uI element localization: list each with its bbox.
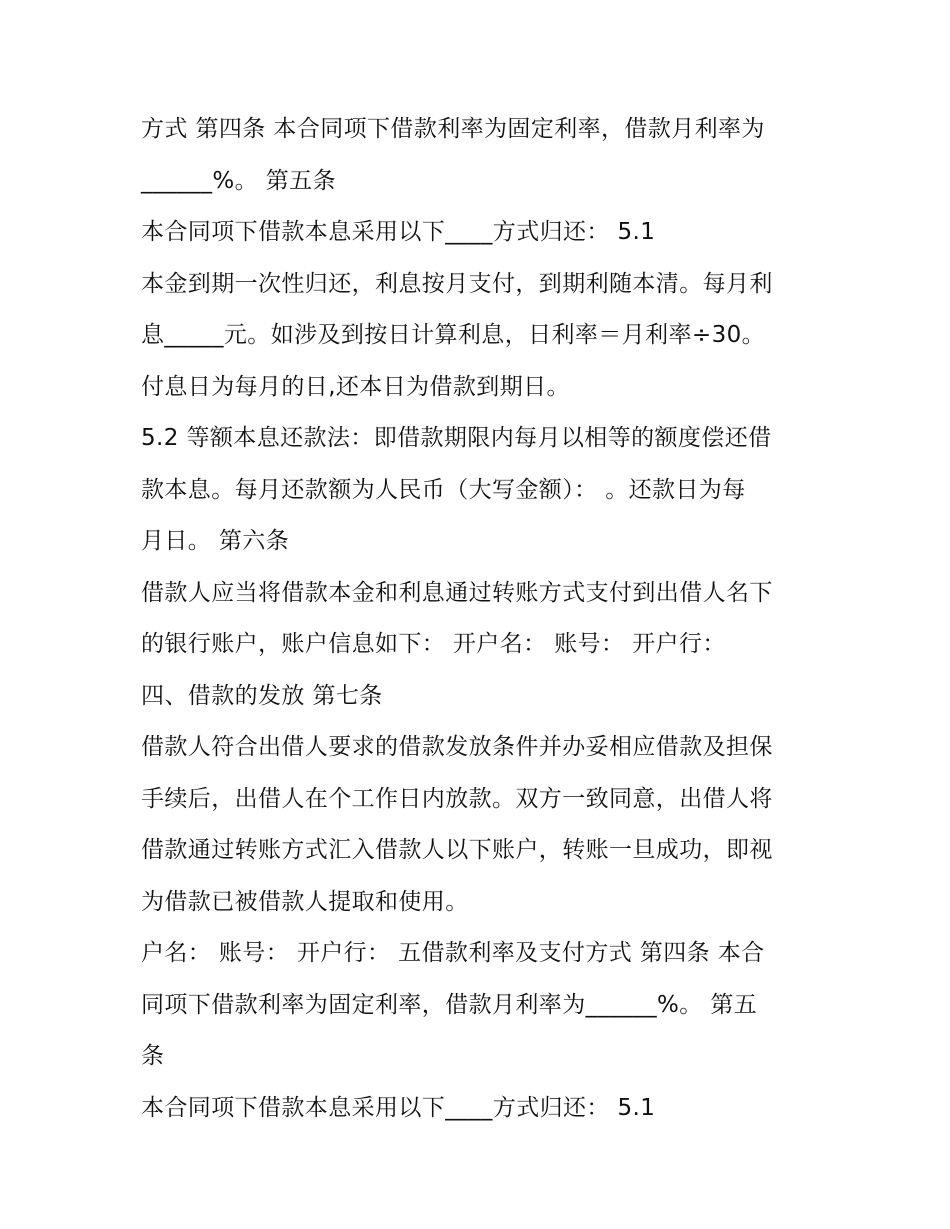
text-line: 四、借款的发放 第七条 xyxy=(141,682,383,709)
text-line: 的银行账户，账户信息如下： 开户名： 账号： 开户行： xyxy=(141,631,726,657)
text-line: 款本息。每月还款额为人民币（大写金额）： 。还款日为每 xyxy=(141,476,746,503)
text-line: ______%。 第五条 xyxy=(141,167,336,194)
text-line: 本合同项下借款本息采用以下____方式归还： 5.1 xyxy=(141,1094,656,1121)
text-line: 借款通过转账方式汇入借款人以下账户，转账一旦成功，即视 xyxy=(141,837,773,863)
contract-text xyxy=(141,104,831,1134)
text-line: 月日。 第六条 xyxy=(141,528,290,554)
text-line: 手续后，出借人在个工作日内放款。双方一致同意，出借人将 xyxy=(141,785,773,812)
text-line: 方式 第四条 本合同项下借款利率为固定利率，借款月利率为 xyxy=(141,116,765,142)
text-line: 为借款已被借款人提取和使用。 xyxy=(141,888,469,915)
text-line: 息_____元。如涉及到按日计算利息，日利率＝月利率÷30。 xyxy=(141,322,766,348)
text-line: 户名： 账号： 开户行： 五借款利率及支付方式 第四条 本合 xyxy=(141,940,765,966)
text-line: 同项下借款利率为固定利率，借款月利率为______%。 第五 xyxy=(141,991,758,1018)
text-line: 5.2 等额本息还款法：即借款期限内每月以相等的额度偿还借 xyxy=(141,425,772,451)
text-line: 条 xyxy=(141,1043,165,1069)
text-line: 借款人应当将借款本金和利息通过转账方式支付到出借人名下 xyxy=(141,579,773,606)
text-line: 本合同项下借款本息采用以下____方式归还： 5.1 xyxy=(141,219,656,245)
text-line: 付息日为每月的日,还本日为借款到期日。 xyxy=(141,373,570,400)
text-line: 本金到期一次性归还，利息按月支付，到期利随本清。每月利 xyxy=(141,270,773,297)
text-line: 借款人符合出借人要求的借款发放条件并办妥相应借款及担保 xyxy=(141,734,773,760)
